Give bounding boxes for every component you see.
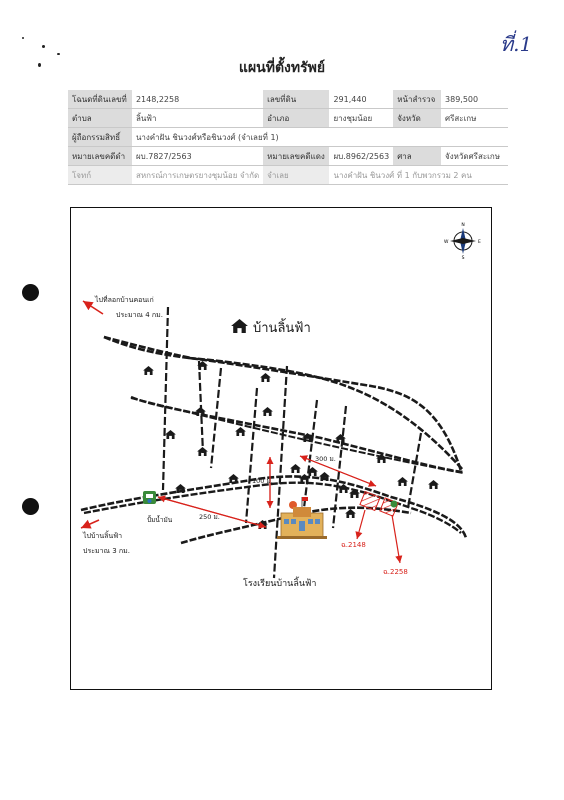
info-label: โฉนดที่ดินเลขที่ xyxy=(68,90,132,109)
village-label xyxy=(231,318,311,336)
compass-icon xyxy=(444,222,481,261)
info-row xyxy=(68,90,508,109)
speck xyxy=(57,53,60,55)
direction-sw-distance: ประมาณ 3 กม. xyxy=(83,547,130,555)
parcel-2148-label: ฉ.2148 xyxy=(341,541,366,549)
info-label: จังหวัด xyxy=(393,109,441,128)
info-row xyxy=(68,109,508,128)
school-label: โรงเรียนบ้านลิ้นฟ้า xyxy=(243,579,317,589)
info-label: ศาล xyxy=(393,147,441,166)
info-value: ผบ.8962/2563 xyxy=(329,147,393,166)
info-value: 291,440 xyxy=(329,90,393,109)
village-name: บ้านลิ้นฟ้า xyxy=(253,321,311,336)
direction-southwest xyxy=(81,520,130,555)
map-canvas xyxy=(71,208,493,691)
parcel-2258-label: ฉ.2258 xyxy=(383,568,408,576)
info-label: จำเลย xyxy=(263,166,329,185)
property-info-table xyxy=(68,90,508,185)
page-number: ที่.1 xyxy=(500,32,533,56)
info-value: ผบ.7827/2563 xyxy=(132,147,263,166)
info-row xyxy=(68,147,508,166)
location-map xyxy=(70,207,492,690)
speck xyxy=(22,37,24,39)
direction-sw-label: ไปบ้านลิ้นฟ้า xyxy=(83,532,123,540)
info-value: ลิ้นฟ้า xyxy=(132,109,263,128)
parcel-2258 xyxy=(383,515,408,576)
info-value: นางคำฝัน ชินวงศ์หรือชินวงศ์ (จำเลยที่ 1) xyxy=(132,128,508,147)
direction-ne-label: ไปที่ลอกบ้านคอนเก่ xyxy=(95,296,154,304)
punch-hole xyxy=(22,498,39,515)
info-label: อำเภอ xyxy=(263,109,329,128)
direction-northwest xyxy=(83,295,163,319)
info-label: ผู้ถือกรรมสิทธิ์ xyxy=(68,128,132,147)
village-icon xyxy=(231,319,248,333)
info-label: หมายเลขคดีแดง xyxy=(263,147,329,166)
info-value: ยางชุมน้อย xyxy=(329,109,393,128)
gas-station-label: ปั้มน้ำมัน xyxy=(147,516,173,524)
dist-250-label: 250 ม. xyxy=(199,513,220,521)
main-road xyxy=(84,337,463,533)
dist-100-label: 100 ม. xyxy=(252,477,273,485)
info-label: หมายเลขคดีดำ xyxy=(68,147,132,166)
info-label: หน้าสำรวจ xyxy=(393,90,441,109)
info-value: 389,500 xyxy=(441,90,508,109)
compass-w: W xyxy=(444,240,449,245)
info-row xyxy=(68,166,508,185)
compass-n: N xyxy=(461,223,465,228)
info-label: ตำบล xyxy=(68,109,132,128)
info-value: 2148,2258 xyxy=(132,90,263,109)
school-icon xyxy=(277,497,327,539)
punch-hole xyxy=(22,284,39,301)
compass-s: S xyxy=(461,256,465,261)
info-value: ศรีสะเกษ xyxy=(441,109,508,128)
parcel-plots xyxy=(360,492,398,517)
dist-300-label: 300 ม. xyxy=(315,455,336,463)
document-title: แผนที่ตั้งทรัพย์ xyxy=(238,60,326,76)
distance-markers xyxy=(158,455,376,527)
info-label: เลขที่ดิน xyxy=(263,90,329,109)
info-row xyxy=(68,128,508,147)
info-value: นางคำฝัน ชินวงศ์ ที่ 1 กับพวกรวม 2 คน xyxy=(329,166,508,185)
direction-ne-distance: ประมาณ 4 กม. xyxy=(116,311,163,319)
speck xyxy=(42,45,45,48)
info-label: โจทก์ xyxy=(68,166,132,185)
info-value: สหกรณ์การเกษตรยางชุมน้อย จำกัด xyxy=(132,166,263,185)
compass-e: E xyxy=(478,240,481,245)
info-value: จังหวัดศรีสะเกษ xyxy=(441,147,508,166)
